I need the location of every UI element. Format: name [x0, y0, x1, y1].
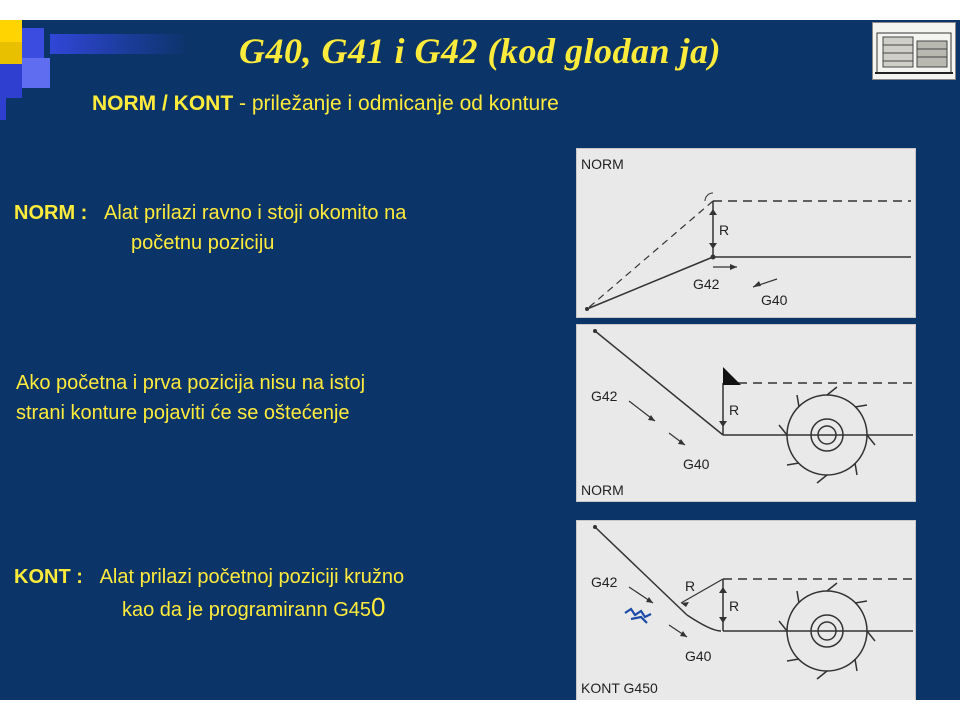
diagram-norm-approach [576, 148, 916, 318]
diagram2-mode-label: NORM [581, 482, 624, 498]
diagram2-g40-label: G40 [683, 456, 710, 472]
subtitle [92, 92, 559, 116]
kont-text [14, 562, 404, 625]
warning-text [16, 368, 365, 428]
diagram2-g42-label: G42 [591, 388, 618, 404]
diagram2-r-label: R [729, 402, 740, 418]
slide-title: G40, G41 i G42 (kod glodan ja) [239, 31, 721, 71]
norm-line2: početnu poziciju [131, 232, 275, 254]
norm-label: NORM : [14, 202, 88, 224]
subtitle-keyword: NORM / KONT [92, 92, 234, 115]
norm-line1: Alat prilazi ravno i stoji okomito na [104, 202, 407, 224]
diagram1-mode-label: NORM [581, 156, 624, 172]
diagram3-g42-label: G42 [591, 574, 618, 590]
diagram3-r2-label: R [729, 598, 740, 614]
slide [0, 20, 960, 700]
diagram3-r1-label: R [685, 578, 696, 594]
warning-line1: Ako početna i prva pozicija nisu na istoj [16, 372, 366, 394]
subtitle-text: - priležanje i odmicanje od konture [233, 92, 559, 115]
diagram3-mode-label: KONT G450 [581, 680, 658, 696]
diagram1-r-label: R [719, 222, 730, 238]
diagram-norm-damage [576, 324, 916, 502]
norm-text [14, 198, 406, 258]
kont-line1: Alat prilazi početnoj poziciji kružno [99, 566, 405, 588]
warning-line2: strani konture pojaviti će se oštećenje [16, 402, 350, 424]
diagram3-g40-label: G40 [685, 648, 712, 664]
diagram1-g42-label: G42 [693, 276, 720, 292]
diagram-kont-approach [576, 520, 916, 700]
kont-line2: kao da je programirann G45 [122, 599, 372, 621]
diagram1-g40-label: G40 [761, 292, 788, 308]
kont-label: KONT : [14, 566, 83, 588]
kont-line2-suffix: 0 [371, 592, 386, 622]
building-logo [872, 22, 956, 80]
